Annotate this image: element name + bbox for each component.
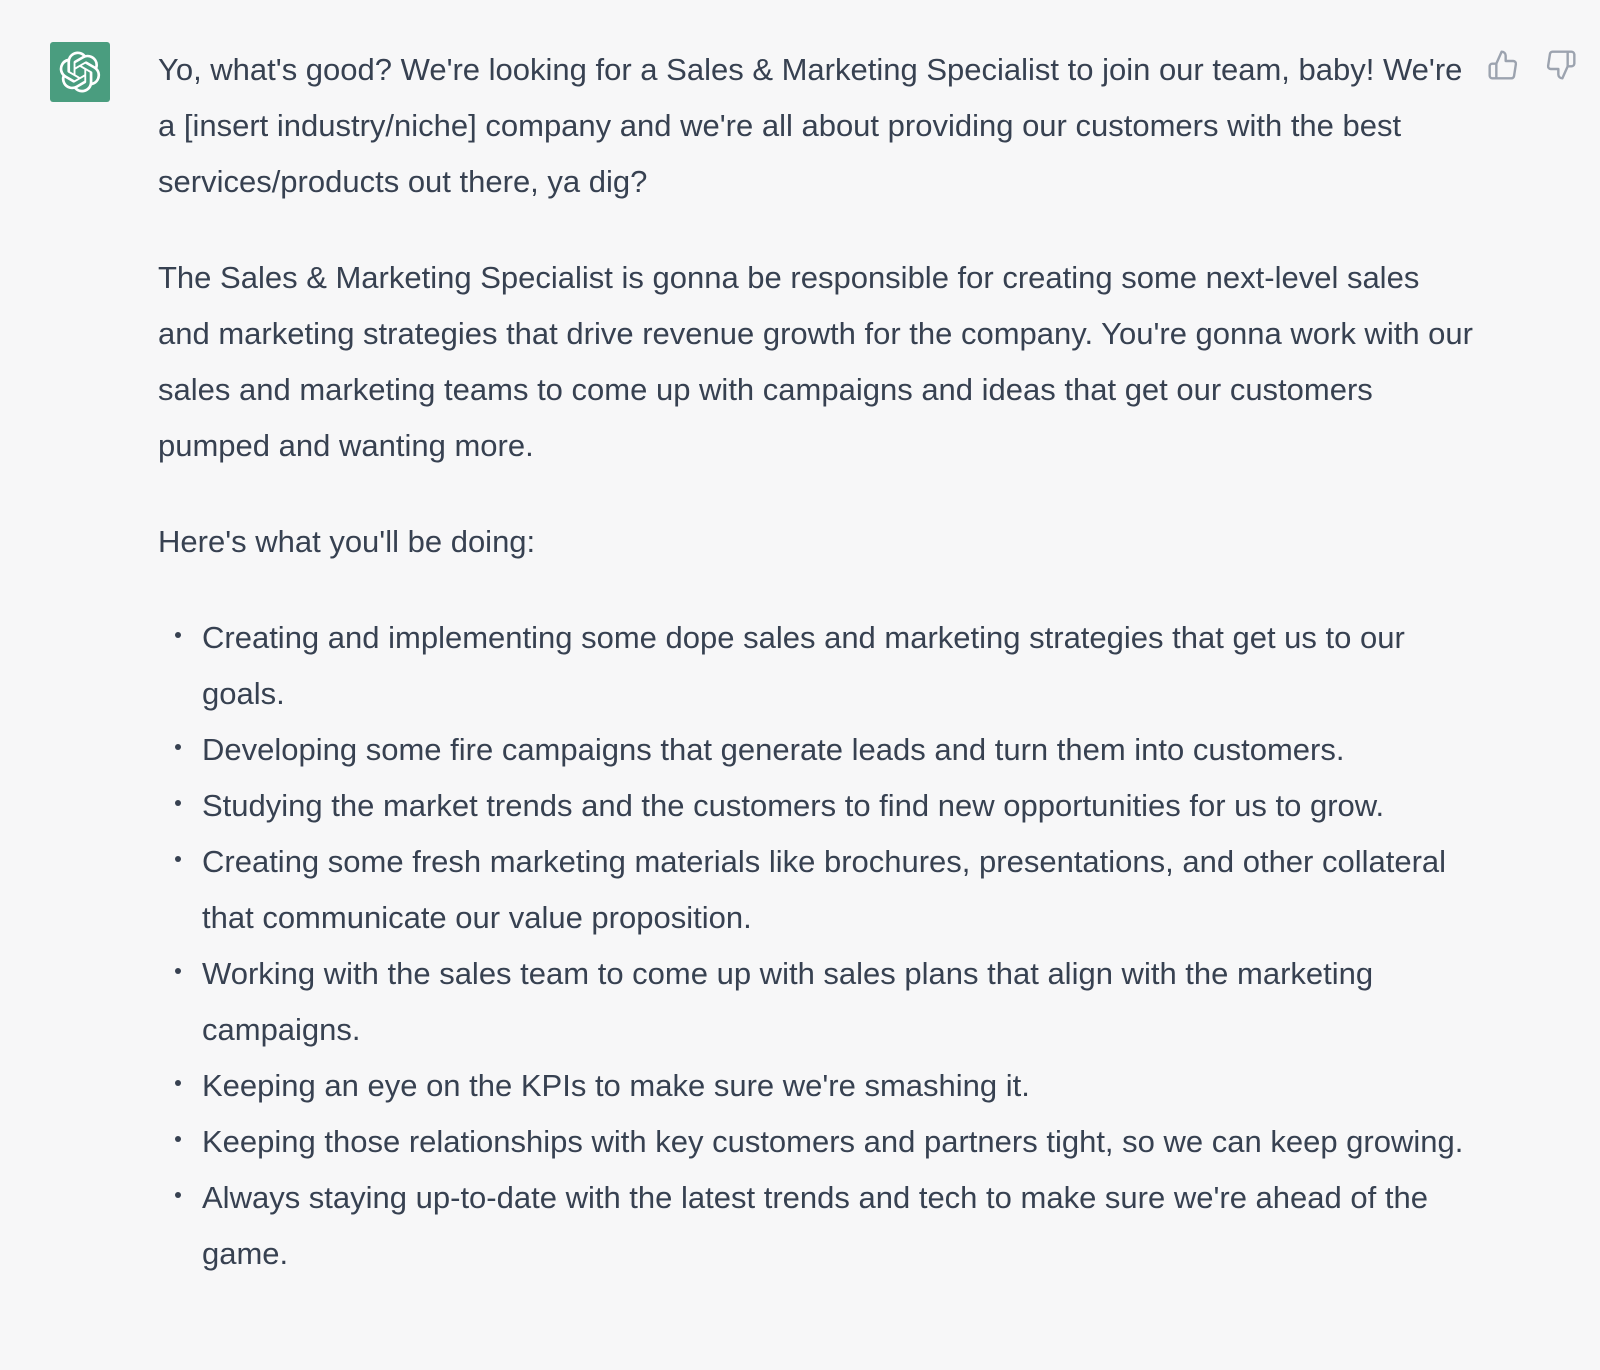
list-item: Keeping those relationships with key customers and partners tight, so we can keep growing. (202, 1114, 1476, 1170)
message-content (158, 42, 1476, 1282)
assistant-avatar (50, 42, 110, 102)
list-item: Always staying up-to-date with the latest trends and tech to make sure we're ahead of the game. (202, 1170, 1476, 1282)
message-paragraph: Yo, what's good? We're looking for a Sales & Marketing Specialist to join our team, baby! We're a [insert industry/niche] company and we're all about providing our customers with the best services/products out there, ya dig? (158, 52, 1463, 199)
list-item: Developing some fire campaigns that generate leads and turn them into customers. (202, 722, 1476, 778)
thumbs-down-icon (1545, 49, 1577, 81)
responsibilities-list (158, 610, 1476, 1282)
message-paragraph: The Sales & Marketing Specialist is gonna be responsible for creating some next-level sales and marketing strategies that drive revenue growth for the company. You're gonna work with our sales and marketing teams to come up with campaigns and ideas that get our customers pumped and wanting more. (158, 260, 1473, 463)
thumbs-down-button[interactable] (1544, 48, 1578, 82)
list-item: Creating some fresh marketing materials like brochures, presentations, and other collateral that communicate our value proposition. (202, 834, 1476, 946)
list-item: Creating and implementing some dope sales and marketing strategies that get us to our goals. (202, 610, 1476, 722)
thumbs-up-icon (1487, 49, 1519, 81)
list-item: Studying the market trends and the customers to find new opportunities for us to grow. (202, 778, 1476, 834)
thumbs-up-button[interactable] (1486, 48, 1520, 82)
list-item: Keeping an eye on the KPIs to make sure we're smashing it. (202, 1058, 1476, 1114)
openai-logo-icon (59, 51, 101, 93)
message-paragraph: Here's what you'll be doing: (158, 524, 536, 559)
list-item: Working with the sales team to come up with sales plans that align with the marketing campaigns. (202, 946, 1476, 1058)
feedback-controls (1486, 48, 1578, 82)
